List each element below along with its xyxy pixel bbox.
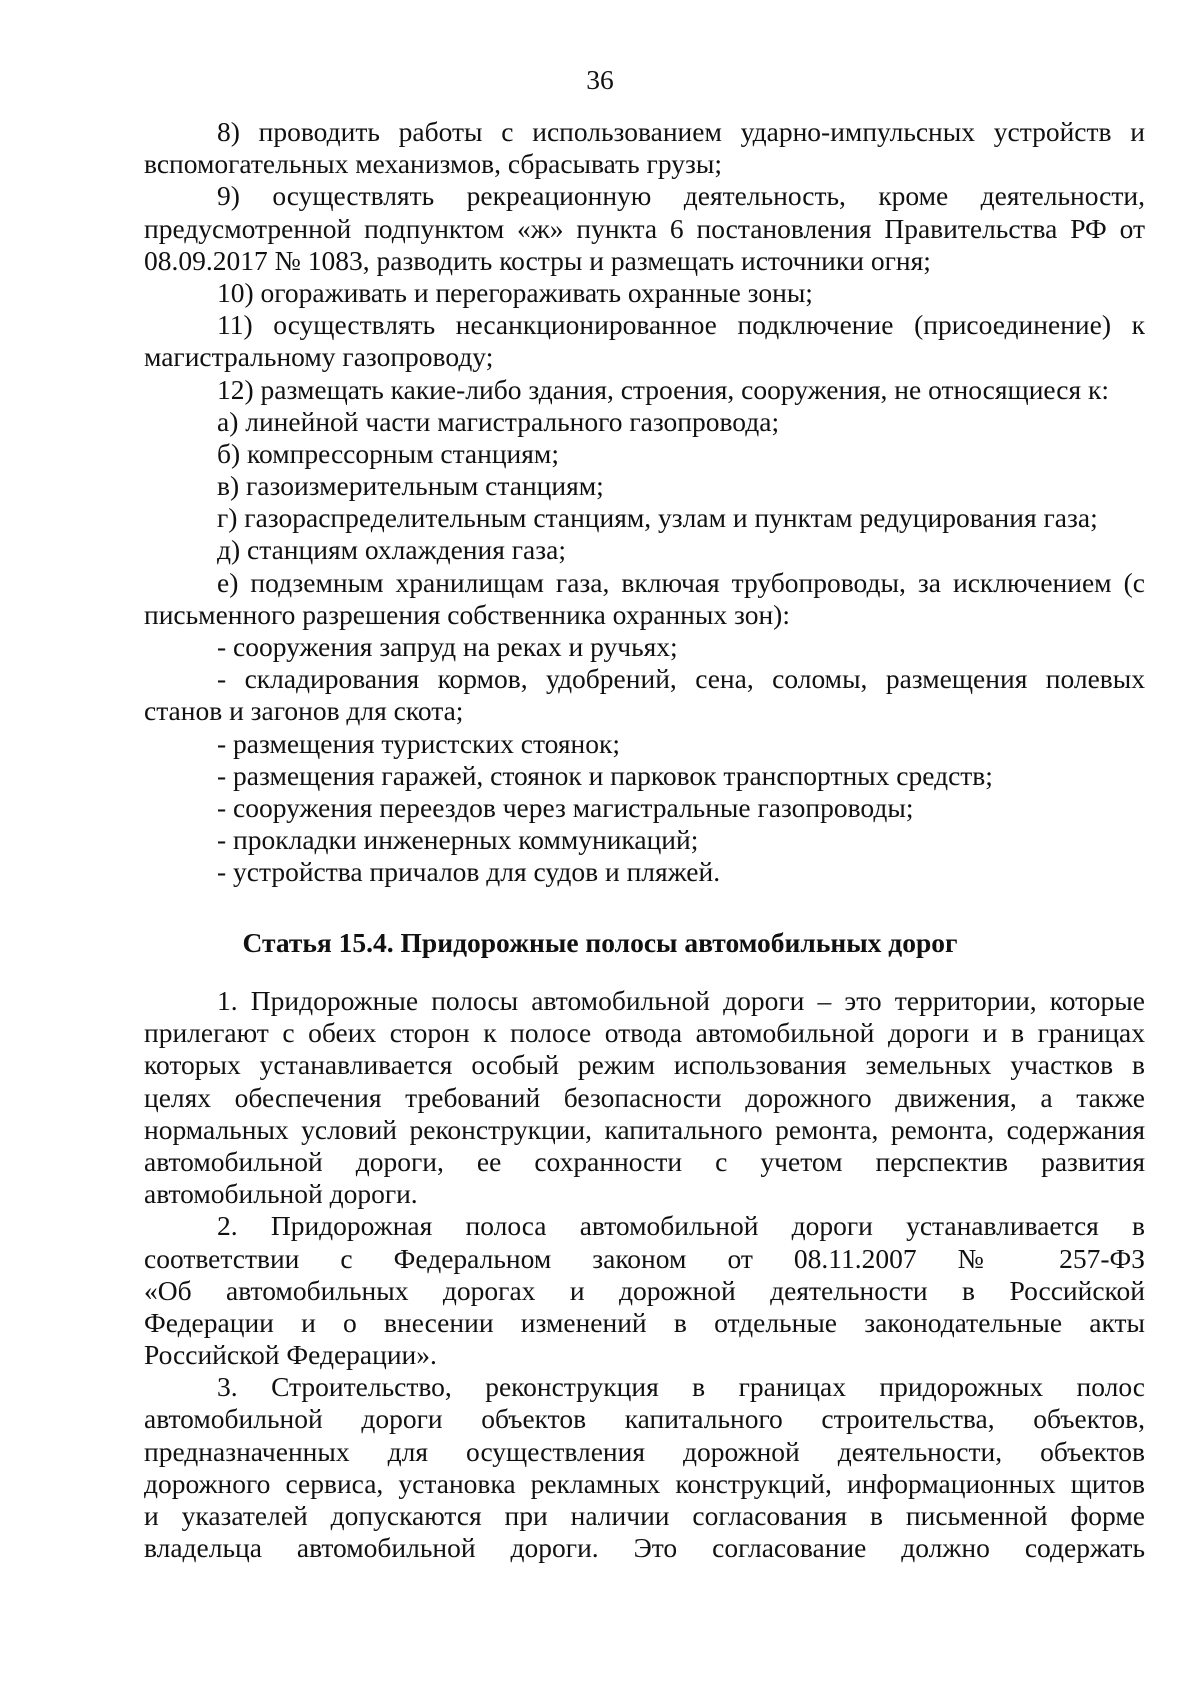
text-line: - сооружения запруд на реках и ручьях;: [217, 631, 678, 662]
paragraph-line: «Об автомобильных дорогах и дорожной деятельности в Российской: [144, 1274, 1145, 1306]
paragraph-line: прилегают с обеих сторон к полосе отвода автомобильной дороги и в границах: [144, 1017, 1145, 1049]
text-line: а) линейной части магистрального газопровода;: [217, 405, 780, 437]
text-line: 8) проводить работы с использованием ударно-импульсных устройств и: [217, 116, 1145, 147]
paragraph-line: и указателей допускаются при наличии согласования в письменной форме: [144, 1500, 1145, 1531]
paragraph-line: Российской Федерации».: [144, 1339, 437, 1371]
paragraph-line: 2. Придорожная полоса автомобильной дороги устанавливается в: [217, 1210, 1145, 1242]
text-line: е) подземным хранилищам газа, включая трубопроводы, за исключением (с: [217, 566, 1145, 598]
paragraph-line: дорожного сервиса, установка рекламных конструкций, информационных щитов: [144, 1467, 1145, 1499]
text-line: д) станциям охлаждения газа;: [217, 534, 566, 566]
text-line: - прокладки инженерных коммуникаций;: [217, 824, 699, 856]
paragraph-line: Федерации и о внесении изменений в отдельные законодательные акты: [144, 1306, 1145, 1338]
paragraph-line: которых устанавливается особый режим использования земельных участков в: [144, 1049, 1145, 1081]
paragraph-line: 3. Строительство, реконструкция в границах придорожных полос: [217, 1371, 1145, 1403]
article-body: [144, 985, 1145, 1564]
text-line: предусмотренной подпунктом «ж» пункта 6 постановления Правительства РФ от: [144, 212, 1145, 244]
page-number: 36: [586, 64, 614, 95]
paragraph-line: 1. Придорожные полосы автомобильной дороги – это территории, которые: [217, 985, 1145, 1016]
text-line: б) компрессорным станциям;: [217, 437, 559, 469]
paragraph-line: предназначенных для осуществления дорожной деятельности, объектов: [144, 1435, 1145, 1467]
text-line: 11) осуществлять несанкционированное подключение (присоединение) к: [217, 309, 1145, 341]
paragraph-line: соответствии с Федеральном законом от 08.11.2007 № 257-ФЗ: [144, 1242, 1145, 1274]
text-line: - размещения гаражей, стоянок и парковок транспортных средств;: [217, 759, 993, 791]
text-line: 9) осуществлять рекреационную деятельность, кроме деятельности,: [217, 180, 1145, 212]
paragraph-line: автомобильной дороги объектов капитального строительства, объектов,: [144, 1403, 1145, 1435]
text-line: магистральному газопроводу;: [144, 341, 494, 373]
prohibitions-list: [144, 116, 1145, 889]
paragraph-line: автомобильной дороги, ее сохранности с учетом перспектив развития: [144, 1145, 1145, 1177]
text-line: - размещения туристских стоянок;: [217, 727, 620, 759]
paragraph-line: целях обеспечения требований безопасности дорожного движения, а также: [144, 1081, 1145, 1113]
paragraph-line: нормальных условий реконструкции, капитального ремонта, ремонта, содержания: [144, 1113, 1145, 1145]
paragraph-line: автомобильной дороги.: [144, 1178, 418, 1210]
text-line: - складирования кормов, удобрений, сена, соломы, размещения полевых: [217, 663, 1145, 695]
text-line: - сооружения переездов через магистральные газопроводы;: [217, 791, 914, 823]
text-line: г) газораспределительным станциям, узлам и пунктам редуцирования газа;: [217, 502, 1098, 534]
text-line: в) газоизмерительным станциям;: [217, 470, 604, 502]
text-line: 12) размещать какие-либо здания, строения, сооружения, не относящиеся к:: [217, 373, 1110, 405]
text-line: станов и загонов для скота;: [144, 695, 464, 727]
paragraph-line: владельца автомобильной дороги. Это согласование должно содержать: [144, 1532, 1145, 1564]
text-line: письменного разрешения собственника охранных зон):: [144, 598, 790, 630]
text-line: 08.09.2017 № 1083, разводить костры и размещать источники огня;: [144, 244, 931, 276]
text-line: - устройства причалов для судов и пляжей.: [217, 856, 721, 888]
article-heading: Статья 15.4. Придорожные полосы автомобильных дорог: [242, 927, 958, 958]
text-line: 10) огораживать и перегораживать охранные зоны;: [217, 276, 813, 308]
text-line: вспомогательных механизмов, сбрасывать грузы;: [144, 148, 722, 180]
